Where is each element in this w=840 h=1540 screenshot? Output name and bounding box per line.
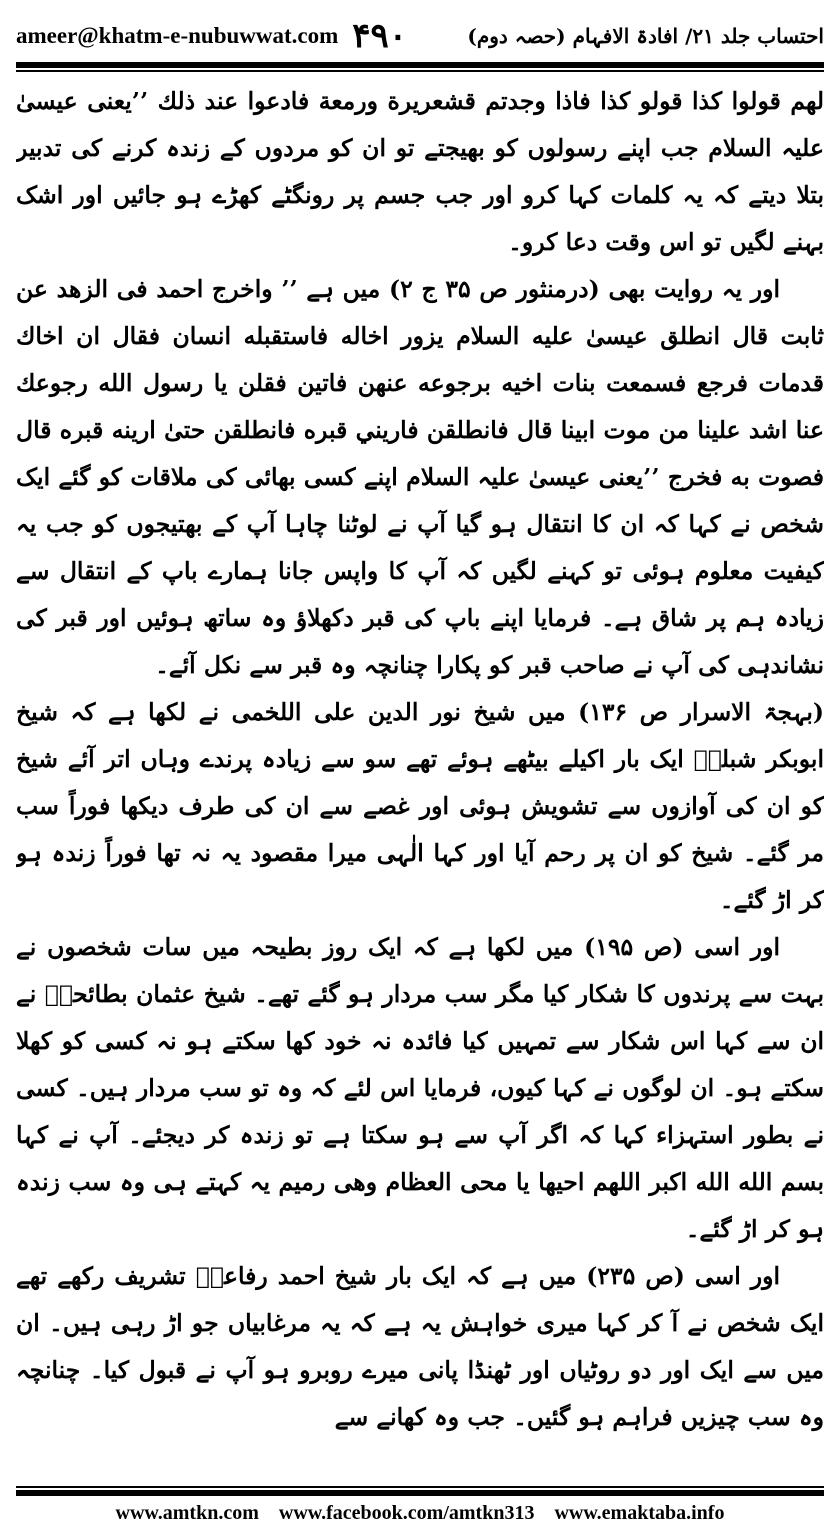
paragraph-1: لهم قولوا كذا قولو كذا فاذا وجدتم قشعريرة ورمعة فادعوا عند ذلك ’’یعنی عیسیٰ علیہ السلام جب اپنے رسولوں کو بھیجتے تو ان کو مردوں کے زندہ کرنے کی تدبیر بتلا دیتے کہ یہ کلمات کہا کرو اور جب جسم پر رونگٹے کھڑے ہو جائیں اور اشک بہنے لگیں تو اس وقت دعا کرو۔ [16,87,824,256]
running-title: احتساب جلد ۲۱/ افادۃ الافہام (حصہ دوم) [467,24,824,48]
paragraph-5: اور اسی (ص ۲۳۵) میں ہے کہ ایک بار شیخ احمد رفاعیؒ تشریف رکھے تھے ایک شخص نے آ کر کہا میری خواہش یہ ہے کہ یہ مرغابیاں جو اڑ رہی ہیں۔ ان میں سے ایک اور دو روٹیاں اور ٹھنڈا پانی میرے روبرو ہو آپ نے قبول کیا۔ چنانچہ وہ سب چیزیں فراہم ہو گئیں۔ جب وہ کھانے سے [16,1262,824,1431]
page-number: ۴۹۰ [352,16,408,56]
page-header [16,14,824,58]
footer-link-emaktaba[interactable]: www.emaktaba.info [554,1502,725,1524]
header-rule [16,62,824,72]
paragraph-3: (بہجۃ الاسرار ص ۱۳۶) میں شیخ نور الدین علی اللخمی نے لکھا ہے کہ شیخ ابوبکر شبلیؒ ایک بار اکیلے بیٹھے ہوئے تھے سو سے زیادہ پرندے وہاں اتر آئے شیخ کو ان کی آوازوں سے تشویش ہوئی اور غصے سے ان کی طرف دیکھا فوراً سب مر گئے۔ شیخ کو ان پر رحم آیا اور کہا الٰہی میرا مقصود یہ نہ تھا فوراً زندہ ہو کر اڑ گئے۔ [16,698,824,914]
header-email: ameer@khatm-e-nubuwwat.com [16,23,339,48]
header-left [16,16,407,56]
footer-link-amtkn[interactable]: www.amtkn.com [115,1502,259,1524]
page-footer [16,1502,824,1530]
paragraph-4: اور اسی (ص ۱۹۵) میں لکھا ہے کہ ایک روز بطیحہ میں سات شخصوں نے بہت سے پرندوں کا شکار کیا مگر سب مردار ہو گئے تھے۔ شیخ عثمان بطائحیؒ نے ان سے کہا اس شکار سے تمہیں کیا فائدہ نہ خود کھا سکتے ہو نہ کسی کو کھلا سکتے ہو۔ ان لوگوں نے کہا کیوں، فرمایا اس لئے کہ وہ تو سب مردار ہیں۔ کسی نے بطور استہزاء کہا کہ اگر آپ سے ہو سکتا ہے تو زندہ کر دیجئے۔ آپ نے کہا بسم الله الله اكبر اللهم احيها يا محى العظام وهى رميم یہ کہتے ہی وہ سب زندہ ہو کر اڑ گئے۔ [16,933,824,1243]
footer-rule [16,1486,824,1496]
page-body [16,78,824,1472]
footer-link-facebook[interactable]: www.facebook.com/amtkn313 [278,1502,535,1524]
paragraph-2: اور یہ روایت بھی (درمنثور ص ۳۵ ج ۲) میں ہے ’’ واخرج احمد فى الزهد عن ثابت قال انطلق عيسىٰ عليه السلام يزور اخاله فاستقبله انسان فقال ان اخاك قدمات فرجع فسمعت بنات اخيه برجوعه عنهن فاتين فقلن يا رسول الله رجوعك عنا اشد علينا من موت ابينا قال فانطلقن فاريني قبره فانطلقن حتىٰ ارينه قبره قال فصوت به فخرج ’’یعنی عیسیٰ علیہ السلام اپنے کسی بھائی کی ملاقات کو گئے ایک شخص نے کہا کہ ان کا انتقال ہو گیا آپ نے لوٹنا چاہا آپ کے بھتیجوں کو جب یہ کیفیت معلوم ہوئی تو کہنے لگیں کہ آپ کا واپس جانا ہمارے باپ کے انتقال سے زیادہ ہم پر شاق ہے۔ فرمایا اپنے باپ کی قبر دکھلاؤ وہ ساتھ ہوئیں اور قبر کی نشاندہی کی آپ نے صاحب قبر کو پکارا چنانچہ وہ قبر سے نکل آئے۔ [16,275,824,679]
